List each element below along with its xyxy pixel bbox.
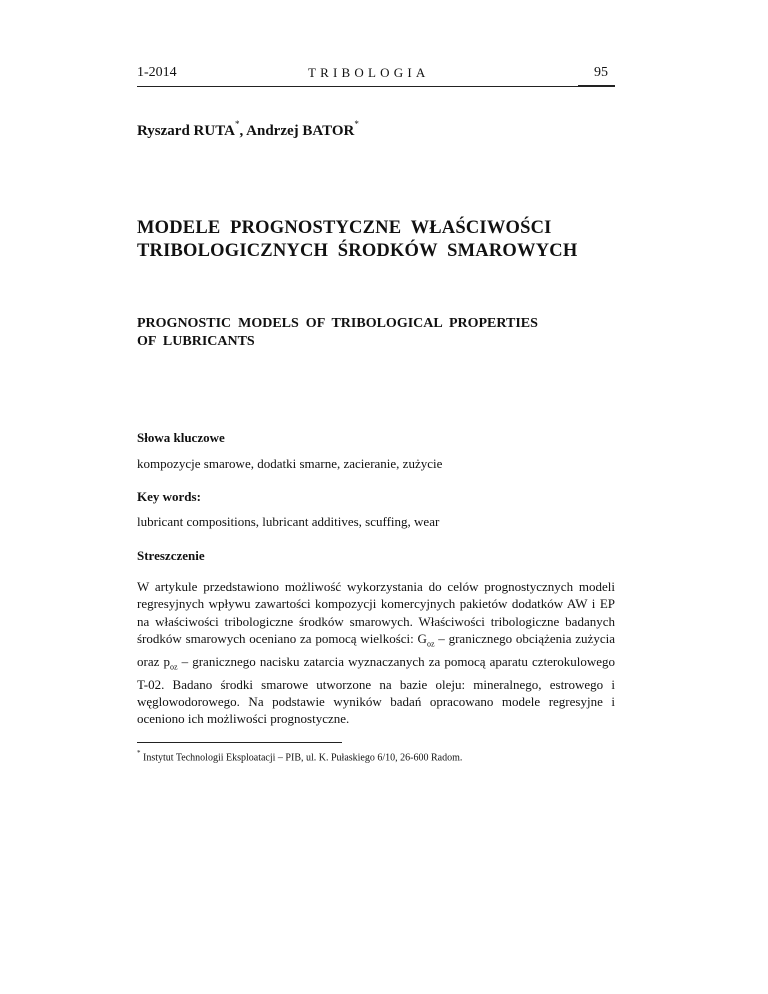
abstract-subscript-2: oz [169, 662, 178, 672]
keywords-en-text: lubricant compositions, lubricant additives, scuffing, wear [137, 514, 440, 529]
author-ruta-mark: * [234, 119, 240, 129]
journal-name: TRIBOLOGIA [308, 65, 430, 80]
abstract-part-2: – granicznego obciążenia zużycia oraz p [137, 630, 615, 669]
footnote-text: Instytut Technologii Eksploatacji – PIB, ul. K. Pułaskiego 6/10, 26-600 Radom. [140, 752, 463, 764]
title-english [137, 315, 615, 351]
authors-line [137, 121, 359, 140]
title-polish-line-1: MODELE PROGNOSTYCZNE WŁAŚCIWOŚCI [137, 218, 552, 238]
author-ruta: Ryszard RUTA [137, 123, 235, 139]
author-bator: Andrzej BATOR [246, 123, 355, 139]
title-polish-line-2: TRIBOLOGICZNYCH ŚRODKÓW SMAROWYCH [137, 241, 578, 261]
issue-number: 1-2014 [137, 65, 177, 80]
footnote [137, 750, 462, 763]
abstract-subscript-1: oz [426, 639, 435, 649]
header-rule [137, 86, 615, 87]
header-rule-accent [578, 85, 615, 87]
keywords-pl-text: kompozycje smarowe, dodatki smarne, zacieranie, zużycie [137, 456, 443, 471]
abstract-text [137, 578, 615, 728]
keywords-pl-heading: Słowa kluczowe [137, 430, 225, 445]
abstract-part-3: – granicznego nacisku zatarcia wyznaczanych za pomocą aparatu czterokulowego T-02. Badano środki smarowe utworzone na bazie oleju: mineralnego, estrowego i węglowodorowego. Na podstawie wyników badań opracowano modele regresyjne i oceniono ich możliwości prognostyczne. [137, 653, 615, 727]
keywords-en-heading: Key words: [137, 489, 201, 504]
footnote-mark: * [137, 749, 141, 757]
author-bator-mark: * [354, 119, 359, 129]
abstract-heading: Streszczenie [137, 548, 205, 563]
abstract-part-1: W artykule przedstawiono możliwość wykorzystania do celów prognostycznych modeli regresyjnych wpływu zawartości kompozycji komercyjnych pakietów dodatków AW i EP na właściwości tribologiczne środków smarowych. Właściwości tribologiczne badanych środków smarowych oceniano za pomocą wielkości: G [137, 579, 615, 646]
title-english-line-1: PROGNOSTIC MODELS OF TRIBOLOGICAL PROPERTIES [137, 316, 538, 331]
title-english-line-2: OF LUBRICANTS [137, 334, 255, 349]
title-polish [137, 217, 577, 263]
author-separator: , [239, 123, 247, 139]
page-number: 95 [594, 65, 608, 80]
footnote-rule [137, 742, 342, 743]
